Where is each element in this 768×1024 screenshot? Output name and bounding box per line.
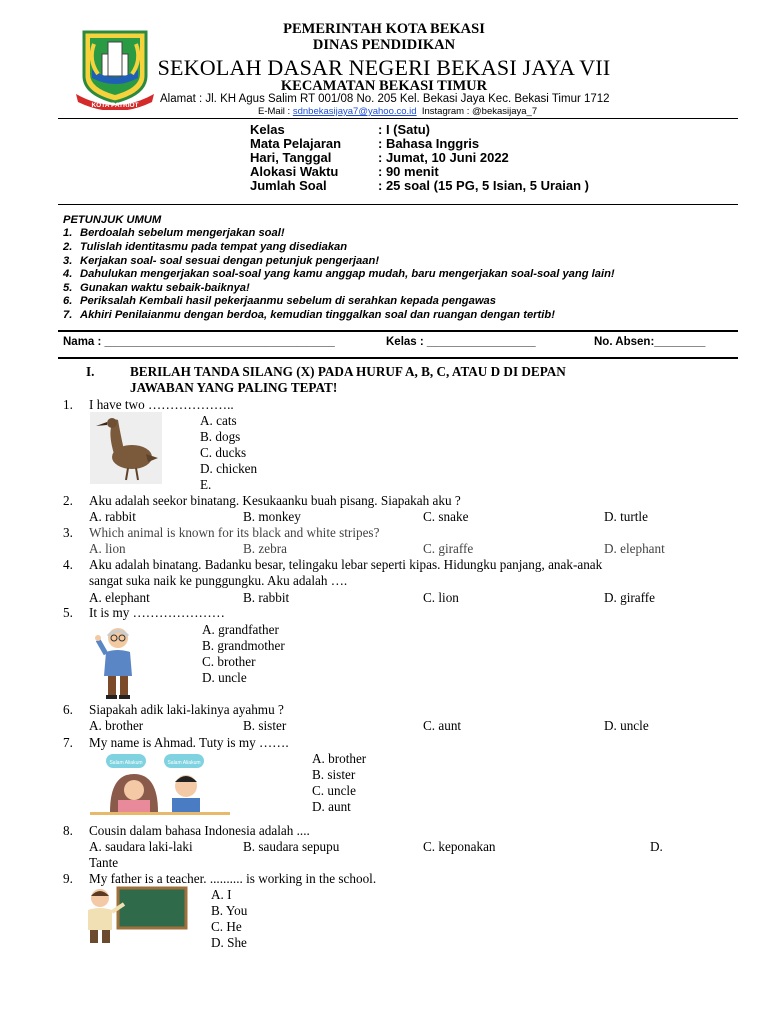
student-class-field[interactable]: Kelas : _________________ <box>386 336 536 348</box>
identity-divider <box>58 357 738 359</box>
question-text: Cousin dalam bahasa Indonesia adalah .... <box>89 823 310 838</box>
answer-option[interactable]: D. giraffe <box>604 590 656 605</box>
school-name: SEKOLAH DASAR NEGERI BEKASI JAYA VII <box>157 55 611 80</box>
instruction-item: 4. Dahulukan mengerjakan soal-soal yang kamu anggap mudah, baru mengerjakan soal-soal yang lain! <box>63 268 615 280</box>
answer-option[interactable]: D. uncle <box>202 670 247 685</box>
answer-option[interactable]: B. monkey <box>243 509 301 524</box>
answer-option[interactable]: B. grandmother <box>202 638 285 653</box>
section-heading: JAWABAN YANG PALING TEPAT! <box>130 380 338 395</box>
school-address: Alamat : Jl. KH Agus Salim RT 001/08 No. 205 Kel. Bekasi Jaya Kec. Bekasi Timur 1712 <box>160 93 610 105</box>
answer-option[interactable]: A. brother <box>89 718 144 733</box>
student-name-field[interactable]: Nama : ____________________________________ <box>63 336 335 348</box>
answer-option[interactable]: A. cats <box>200 413 237 428</box>
answer-option[interactable]: C. aunt <box>423 718 462 733</box>
answer-option[interactable]: A. grandfather <box>202 622 279 637</box>
answer-option[interactable]: B. rabbit <box>243 590 290 605</box>
instructions-divider <box>58 330 738 332</box>
instruction-item: 3. Kerjakan soal- soal sesuai dengan petunjuk pengerjaan! <box>63 255 380 267</box>
answer-option[interactable]: D. chicken <box>200 461 258 476</box>
answer-option[interactable]: A. rabbit <box>89 509 136 524</box>
speech-bubble-text: Salam Aliakum <box>167 760 201 766</box>
instruction-item: 5. Gunakan waktu sebaik-baiknya! <box>63 282 250 294</box>
answer-option[interactable]: D. elephant <box>604 541 665 556</box>
answer-option[interactable]: B. You <box>211 903 248 918</box>
answer-option[interactable]: D. uncle <box>604 718 649 733</box>
question-text: My father is a teacher. .......... is working in the school. <box>89 871 377 886</box>
question-text: sangat suka naik ke punggungku. Aku adalah …. <box>89 573 348 588</box>
answer-option[interactable]: D. turtle <box>604 509 648 524</box>
answer-option[interactable]: C. lion <box>423 590 459 605</box>
answer-option[interactable]: A. saudara laki-laki <box>89 839 193 854</box>
section-heading: BERILAH TANDA SILANG (X) PADA HURUF A, B, C, ATAU D DI DEPAN <box>130 364 566 379</box>
question-number: 8. <box>63 823 73 838</box>
question-number: 2. <box>63 493 73 508</box>
grandfather-image <box>94 624 140 700</box>
answer-option[interactable]: A. brother <box>312 751 367 766</box>
question-text: I have two ……………….. <box>89 397 234 412</box>
answer-option[interactable]: C. uncle <box>312 783 356 798</box>
answer-option[interactable]: A. lion <box>89 541 126 556</box>
email-label: E-Mail : <box>258 106 293 117</box>
email-link[interactable]: sdnbekasijaya7@yahoo.co.id <box>292 106 417 117</box>
children-greeting-image <box>90 752 230 816</box>
answer-option[interactable]: E. <box>200 477 212 492</box>
question-text: Aku adalah binatang. Badanku besar, telingaku lebar seperti kipas. Hidungku panjang, anak-anak <box>89 557 603 572</box>
question-number: 9. <box>63 871 73 886</box>
answer-option[interactable]: A. I <box>211 887 232 902</box>
answer-option[interactable]: C. snake <box>423 509 469 524</box>
instructions-title: PETUNJUK UMUM <box>63 214 162 226</box>
answer-option[interactable]: B. saudara sepupu <box>243 839 340 854</box>
government-title: PEMERINTAH KOTA BEKASI <box>283 21 485 37</box>
answer-option[interactable]: A. elephant <box>89 590 150 605</box>
department-title: DINAS PENDIDIKAN <box>312 37 456 53</box>
question-number: 5. <box>63 605 73 620</box>
district-name: KECAMATAN BEKASI TIMUR <box>280 78 488 94</box>
speech-bubble-text: Salam Aliakum <box>109 760 143 766</box>
question-text: It is my ………………… <box>89 605 225 620</box>
question-number: 7. <box>63 735 73 750</box>
student-absen-field[interactable]: No. Absen:________ <box>594 336 706 348</box>
section-number: I. <box>86 364 95 379</box>
duck-image <box>90 412 162 484</box>
instagram-handle: Instagram : @bekasijaya_7 <box>421 106 538 117</box>
answer-option[interactable]: D. <box>650 839 663 854</box>
question-number: 1. <box>63 397 73 412</box>
question-text: Siapakah adik laki-lakinya ayahmu ? <box>89 702 284 717</box>
question-text: My name is Ahmad. Tuty is my ……. <box>89 735 289 750</box>
answer-option[interactable]: C. giraffe <box>423 541 474 556</box>
question-text: Aku adalah seekor binatang. Kesukaanku buah pisang. Siapakah aku ? <box>89 493 461 508</box>
question-number: 3. <box>63 525 73 540</box>
question-text: Which animal is known for its black and white stripes? <box>89 525 380 540</box>
answer-option[interactable]: B. zebra <box>243 541 287 556</box>
answer-option-continued[interactable]: Tante <box>89 855 119 870</box>
instruction-item: 2. Tulislah identitasmu pada tempat yang disediakan <box>63 241 348 253</box>
instruction-item: 6. Periksalah Kembali hasil pekerjaanmu sebelum di serahkan kepada pengawas <box>63 295 496 307</box>
answer-option[interactable]: C. brother <box>202 654 256 669</box>
answer-option[interactable]: B. sister <box>312 767 356 782</box>
answer-option[interactable]: D. aunt <box>312 799 351 814</box>
info-divider <box>58 204 738 205</box>
answer-option[interactable]: C. He <box>211 919 242 934</box>
contact-line <box>258 106 537 117</box>
teacher-image <box>78 886 188 944</box>
answer-option[interactable]: C. ducks <box>200 445 247 460</box>
logo-text: KOTA PATRIOT <box>91 102 139 109</box>
instruction-item: 1. Berdoalah sebelum mengerjakan soal! <box>63 227 285 239</box>
question-number: 4. <box>63 557 73 572</box>
header-divider <box>58 118 738 119</box>
answer-option[interactable]: D. She <box>211 935 247 950</box>
instruction-item: 7. Akhiri Penilaianmu dengan berdoa, kemudian tinggalkan soal dan ruangan dengan tertib! <box>63 309 555 321</box>
question-number: 6. <box>63 702 73 717</box>
answer-option[interactable]: B. dogs <box>200 429 241 444</box>
answer-option[interactable]: C. keponakan <box>423 839 496 854</box>
answer-option[interactable]: B. sister <box>243 718 287 733</box>
